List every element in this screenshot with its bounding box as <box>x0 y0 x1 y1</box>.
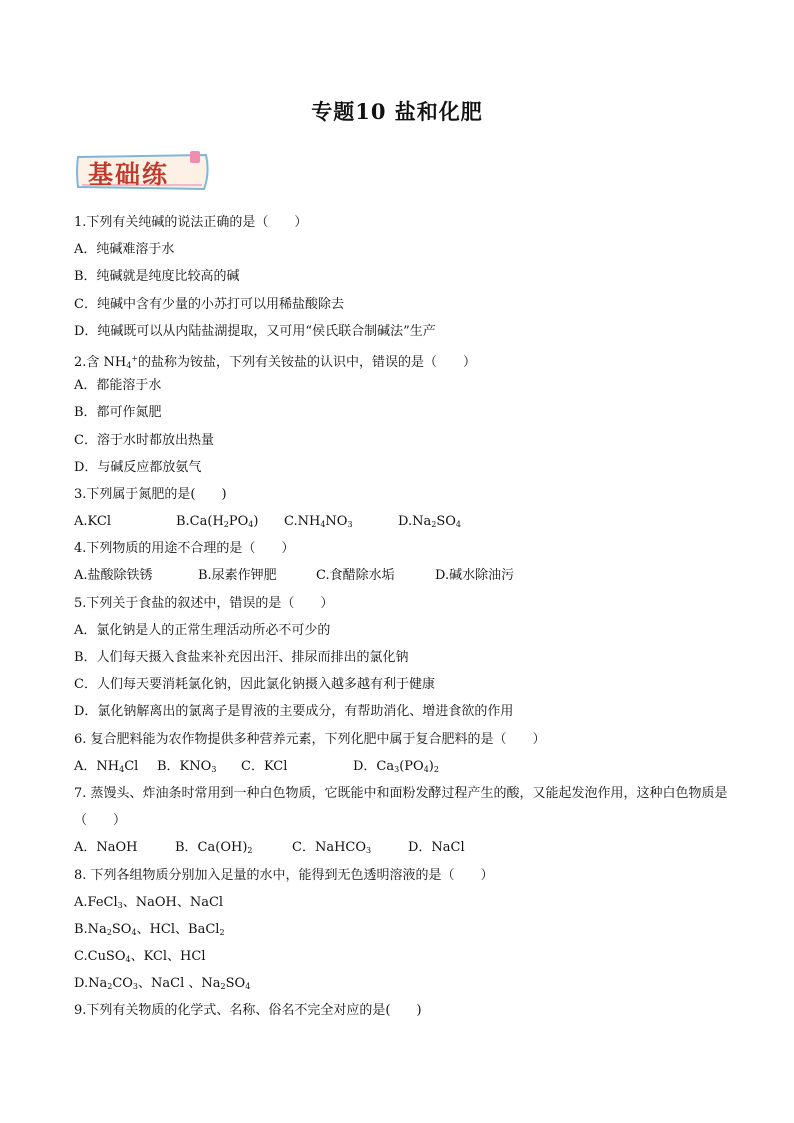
question-3-option-a: A.KCl <box>74 514 111 530</box>
question-4-option-a: A.盐酸除铁锈 <box>74 568 153 584</box>
question-3-option-b: $B.Ca(H_2PO_4)$ <box>176 514 259 530</box>
question-list <box>74 209 734 1025</box>
question-2-option-b: B．都可作氮肥 <box>74 405 162 421</box>
question-7-options <box>74 834 734 861</box>
question-6-option-c: C．KCl <box>241 758 288 774</box>
question-8-stem: 8. 下列各组物质分别加入足量的水中，能得到无色透明溶液的是（ ） <box>74 867 494 883</box>
question-2-stem: 2.含 $NH_4^+$的盐称为铵盐，下列有关铵盐的认识中，错误的是（ ） <box>74 353 477 370</box>
question-5-option-b: B．人们每天摄入食盐来补充因出汗、排尿而排出的氯化钠 <box>74 650 409 665</box>
question-4-option-c: C.食醋除水垢 <box>316 568 395 584</box>
question-3-options <box>74 508 734 535</box>
question-6-option-a: A．$NH_4Cl$ <box>74 758 139 774</box>
question-1-option-b: B．纯碱就是纯度比较高的碱 <box>74 269 240 285</box>
question-6-stem: 6. 复合肥料能为农作物提供多种营养元素，下列化肥中属于复合肥料的是（ ） <box>74 731 546 747</box>
question-1-stem: 1.下列有关纯碱的说法正确的是（ ） <box>74 215 308 230</box>
question-1-option-a: A．纯碱难溶于水 <box>74 242 175 258</box>
question-1-option-d: D．纯碱既可以从内陆盐湖提取，又可用“侯氏联合制碱法”生产 <box>74 323 436 339</box>
question-5-stem: 5.下列关于食盐的叙述中，错误的是（ ） <box>74 595 334 611</box>
question-7-option-d: D．NaCl <box>408 840 465 856</box>
question-6-option-d: D．$Ca_3(PO_4)_2$ <box>353 758 439 774</box>
question-2-option-c: C．溶于水时都放出热量 <box>74 432 214 448</box>
badge-label: 基础练 <box>88 160 170 189</box>
question-8-option-c: C.CuSO$_4$、KCl、HCl <box>74 949 206 965</box>
question-8-option-b: $B.Na_2SO_4$、HCl、BaCl$_2$ <box>74 921 225 937</box>
question-5-option-c: C．人们每天要消耗氯化钠，因此氯化钠摄入越多越有利于健康 <box>74 677 435 693</box>
question-6-option-b: B．$KNO_3$ <box>157 758 217 774</box>
question-3-option-c: $C.NH_4NO_3$ <box>284 514 353 530</box>
question-8-option-a: A.FeCl$_3$、NaOH、NaCl <box>74 894 224 910</box>
question-6-options <box>74 753 734 780</box>
question-2-option-d: D．与碱反应都放氨气 <box>74 459 202 475</box>
question-3-stem: 3.下列属于氮肥的是( ) <box>74 486 227 502</box>
page-title: 专题10 盐和化肥 <box>311 99 483 124</box>
question-4-stem: 4.下列物质的用途不合理的是（ ） <box>74 541 295 557</box>
question-7-option-b: B．$Ca(OH)_2$ <box>175 840 253 856</box>
question-9-stem: 9.下列有关物质的化学式、名称、俗名不完全对应的是( ) <box>74 1003 422 1019</box>
question-7-option-a: A．NaOH <box>74 840 138 856</box>
question-4-option-b: B.尿素作钾肥 <box>198 568 277 584</box>
question-4-options <box>74 562 734 589</box>
question-7-option-c: C．NaHCO$_3$ <box>292 840 372 856</box>
question-2-option-a: A．都能溶于水 <box>74 378 162 394</box>
question-4-option-d: D.碱水除油污 <box>435 568 515 584</box>
question-3-option-d: $D.Na_2SO_4$ <box>398 514 461 530</box>
question-5-option-a: A．氯化钠是人的正常生理活动所必不可少的 <box>74 622 331 638</box>
question-1-option-c: C．纯碱中含有少量的小苏打可以用稀盐酸除去 <box>74 296 344 312</box>
question-5-option-d: D．氯化钠解离出的氯离子是胃液的主要成分，有帮助消化、增进食欲的作用 <box>74 704 514 720</box>
question-8-option-d: $D.Na_2CO_3$、NaCl 、$Na_2SO_4$ <box>74 976 251 992</box>
question-7-stem: 7. 蒸馒头、炸油条时常用到一种白色物质，它既能中和面粉发酵过程产生的酸，又能起发泡作用，这种白色物质是（ ） <box>74 785 728 829</box>
